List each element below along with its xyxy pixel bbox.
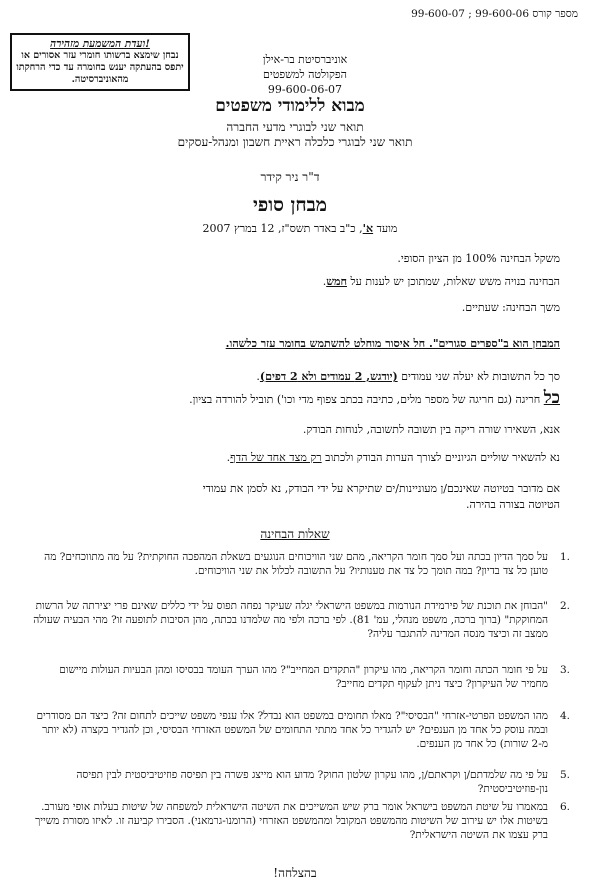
question-text: על פי חומר הכתה וחומר הקריאה, מהו עיקרון "התקדים המחייב"? מהו הערך העומד בבסיסו ומהן הבעיות העולות מיישום מחמיר של העיקרון? כיצד ניתן לעקוף תקדים מחייב? (59, 664, 548, 690)
degree-line: תואר שני לבוגרי כלכלה ראיית חשבון ומנהל-עסקים (177, 135, 413, 149)
instruction-draft-2: הטיוטה בצורה בהירה. (466, 498, 560, 511)
closing-good-luck: !בהצלחה (273, 866, 317, 880)
structure-count: חמש (326, 275, 348, 288)
margins-prefix: נא להשאיר שוליים הגיוניים לצורך הערות הבודק ולכתוב (321, 451, 560, 464)
instruction-deviation (189, 388, 560, 408)
date-moed: א' (362, 222, 374, 235)
question-number: .1 (559, 551, 570, 563)
margins-suffix: . (226, 451, 231, 464)
question-number: .3 (559, 664, 570, 676)
question-number: .5 (559, 769, 570, 781)
question-text: במאמרו על שיטת המשפט בישראל אומר ברק שיש המשייכים את השיטה הישראלית למשפחה של שיטות בעלות אופי מעורב. בשיטות אלו יש עירוב של השיטות מהמשפט המקובל ומהמשפט האזרחי (הרומנו-גרמאני). הסבירו קביעה זו. לאיזו מסורת משייך ברק עצמו את השיטה הישראלית? (35, 801, 548, 841)
instruction-length (256, 370, 560, 383)
length-bold: (יודגש, 2 עמודים ולא 2 דפים) (259, 370, 398, 383)
instruction-draft-1: אם מדובר בטיוטה שאינכם/ן מעוניינות/ים שתיקרא על ידי הבודק, נא לסמן את עמודי (202, 482, 560, 495)
questions-heading: שאלות הבחינה (260, 527, 330, 541)
length-suffix: . (256, 370, 260, 383)
question-number: .2 (559, 600, 570, 612)
question-text: על פי מה שלמדתם/ן וקראתם/ן, מהו עקרון שלטון החוק? מדוע הוא מייצג פשרה בין תפיסה פוזיטיביסטית לבין תפיסה נון-פוזיטיביסטית? (76, 769, 548, 795)
question-text: על סמך הדיון בכתה ועל סמך חומר הקריאה, מהם שני הוויכוחים הנוגעים בשאלת המהפכה החוקתית? על מה מתווכחים? מה טוען כל צד בדיון? במה תומך כל צד את טענותיו? על התשובה לכלול את שני הוויכוחים. (44, 551, 548, 577)
question-item (30, 800, 570, 842)
length-prefix: סך כל התשובות לא יעלה שני עמודים (397, 370, 560, 383)
warning-body: נבחן שימצא ברשותו חומרי עזר אסורים או יתפס בהעתקה יענש בחומרה עד כדי הרחקתו מהאוניברסיטה. (16, 50, 184, 85)
instruction-weight: משקל הבחינה 100% מן הציון הסופי. (397, 252, 560, 265)
question-item (30, 550, 570, 578)
kol-word: כל (543, 388, 560, 408)
exam-date (150, 222, 450, 235)
course-code: 99-600-06-07 (267, 83, 343, 96)
lecturer-name: ד"ר ניר קידר (260, 170, 320, 184)
instruction-duration: משך הבחינה: שעתיים. (461, 301, 560, 314)
question-text: "הבוחן את תוכנת של פירמידת הנורמות במשפט הישראלי יגלה שעיקר נפחה תפוס על ידי כללים שאינם פרי יצירתה של הרשות המחוקקת" (ברוך ברכה, משפט מנהלי, עמ' 81). לפי ברכה ולפי מה שלמדנו בכתה, מהן הסיבות לתופעה זו? מהי הבעיה שעולה ממצב זה וכיצד מנסה המדינה להתגבר עליה? (33, 600, 548, 640)
deviation-text: חריגה (גם חריגה של מספר מלים, כתיבה בכתב צפוף מדי וכו') תוביל להורדה בציון. (189, 393, 544, 406)
question-item (30, 599, 570, 641)
question-number: .4 (559, 710, 570, 722)
instruction-structure: הבחינה בנויה משש שאלות, שמתוכן יש לענות על חמש. (322, 275, 560, 288)
course-number: מספר קורס 99-600-06 ; 99-600-07 (411, 8, 578, 20)
question-item (30, 663, 570, 691)
degrees (60, 120, 530, 150)
question-number: .6 (559, 801, 570, 813)
question-text: מהו המשפט הפרטי-אזרחי "הבסיסי"? מאלו תחומים במשפט הוא נבדל? אלו ענפי משפט שייכים לתחום זה? כיצד הם מסודרים ובמה עוסק כל אחד מן הענפים? יש להגדיר כל אחד מתתי התחומים של המשפט האזרחי הבסיסי, וכן להגדיר בקצרה (לא יותר מ-2 שורות) כל אחד מן הענפים. (36, 710, 548, 750)
instruction-closed-books: המבחן הוא ב"ספרים סגורים". חל איסור מוחלט להשתמש בחומר עזר כלשהו. (225, 337, 560, 350)
structure-prefix: הבחינה בנויה משש שאלות, שמתוכן יש לענות על (347, 275, 560, 288)
faculty-name: הפקולטה למשפטים (262, 68, 347, 81)
instruction-blank-line: אנא, השאירו שורה ריקה בין תשובה לתשובה, לנוחות הבודק. (302, 423, 560, 436)
question-item (30, 709, 570, 751)
degree-line: תואר שני לבוגרי מדעי החברה (226, 120, 364, 134)
date-rest: , כ"ב באדר תשס"ז, 12 במרץ 2007 (202, 222, 363, 235)
margins-underlined: רק מצד אחד של הדף (230, 451, 322, 464)
university-block (140, 52, 470, 97)
warning-title: !ועדת המשמעת מזהירה (50, 38, 150, 50)
question-item (30, 768, 570, 796)
instruction-margins (227, 451, 560, 464)
date-prefix: מועד (373, 222, 398, 235)
university-name: אוניברסיטת בר-אילן (262, 53, 348, 66)
exam-title: מבחן סופי (252, 194, 328, 216)
course-title: מבוא ללימודי משפטים (215, 96, 365, 116)
